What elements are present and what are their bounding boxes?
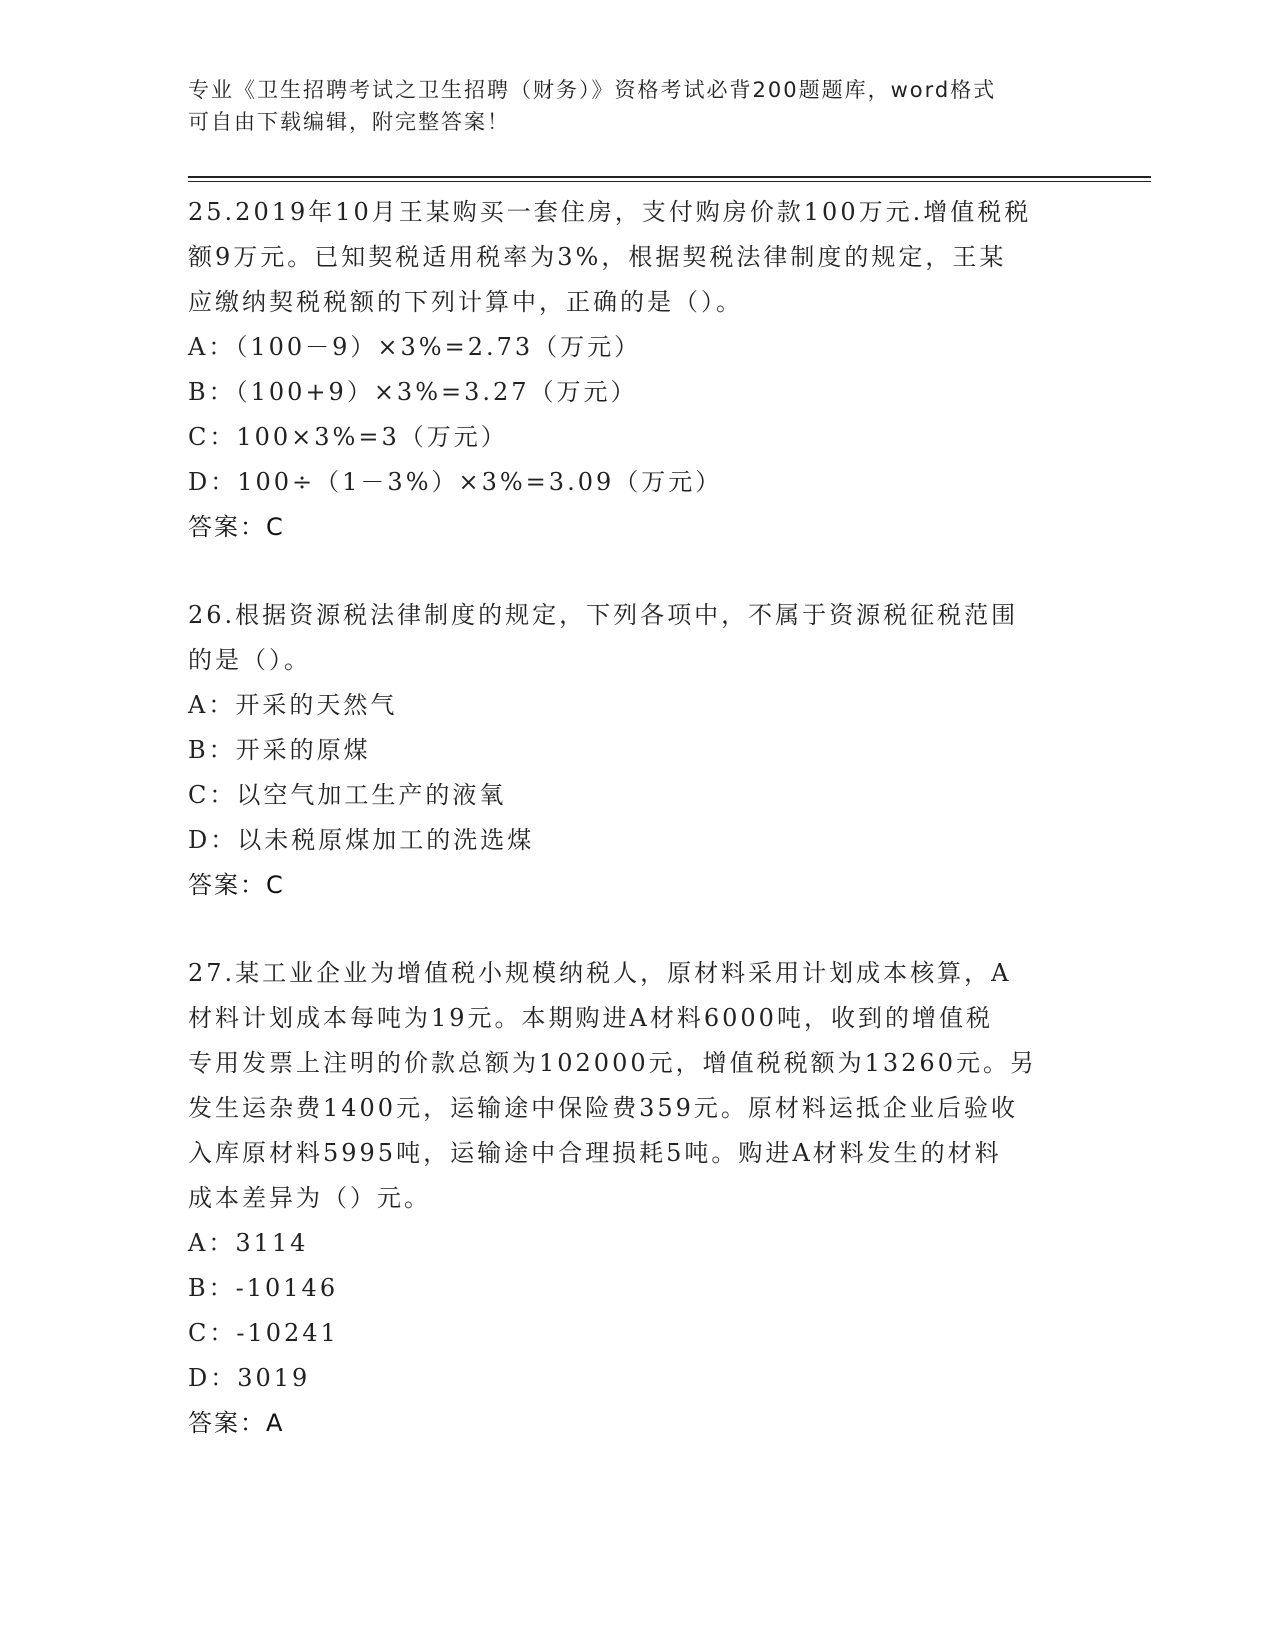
option-b: B：（100+9）×3%=3.27（万元） bbox=[188, 378, 638, 406]
question-text-line: 材料计划成本每吨为19元。本期购进A材料6000吨，收到的增值税 bbox=[188, 1004, 993, 1032]
option-b: B：-10146 bbox=[188, 1274, 339, 1302]
question-text-line: 专用发票上注明的价款总额为102000元，增值税税额为13260元。另 bbox=[188, 1049, 1037, 1077]
question-text-line: 额9万元。已知契税适用税率为3%，根据契税法律制度的规定，王某 bbox=[188, 243, 1007, 271]
header-line-1: 专业《卫生招聘考试之卫生招聘（财务）》资格考试必背200题题库，word格式 bbox=[188, 78, 997, 102]
option-a: A：开采的天然气 bbox=[188, 691, 398, 719]
option-b: B：开采的原煤 bbox=[188, 736, 371, 764]
option-a: A：（100－9）×3%=2.73（万元） bbox=[188, 333, 642, 361]
question-text-line: 发生运杂费1400元，运输途中保险费359元。原材料运抵企业后验收 bbox=[188, 1094, 1018, 1122]
header-divider-thick bbox=[188, 176, 1151, 178]
document-header bbox=[188, 74, 1088, 138]
option-c: C：100×3%=3（万元） bbox=[188, 423, 508, 451]
question-text-line: 应缴纳契税税额的下列计算中，正确的是（）。 bbox=[188, 288, 743, 316]
option-d: D：以未税原煤加工的洗选煤 bbox=[188, 826, 535, 854]
option-a: A：3114 bbox=[188, 1229, 309, 1257]
question-27 bbox=[188, 951, 1088, 1446]
answer: 答案：C bbox=[188, 513, 285, 541]
question-text-line: 的是（）。 bbox=[188, 646, 311, 674]
question-spacer bbox=[188, 908, 1088, 951]
question-text-line: 入库原材料5995吨，运输途中合理损耗5吨。购进A材料发生的材料 bbox=[188, 1139, 1002, 1167]
question-26 bbox=[188, 593, 1088, 908]
answer: 答案：A bbox=[188, 1409, 285, 1437]
option-c: C：-10241 bbox=[188, 1319, 339, 1347]
header-line-2: 可自由下载编辑，附完整答案！ bbox=[188, 110, 510, 134]
answer: 答案：C bbox=[188, 871, 285, 899]
question-25 bbox=[188, 190, 1088, 550]
question-text-line: 25.2019年10月王某购买一套住房，支付购房价款100万元.增值税税 bbox=[188, 198, 1032, 226]
option-c: C：以空气加工生产的液氧 bbox=[188, 781, 507, 809]
question-text-line: 27.某工业企业为增值税小规模纳税人，原材料采用计划成本核算，A bbox=[188, 959, 1012, 987]
header-divider-thin bbox=[188, 181, 1151, 182]
question-list bbox=[188, 190, 1088, 1446]
question-spacer bbox=[188, 550, 1088, 593]
question-text-line: 成本差异为（）元。 bbox=[188, 1184, 431, 1212]
question-text-line: 26.根据资源税法律制度的规定，下列各项中，不属于资源税征税范围 bbox=[188, 601, 1019, 629]
option-d: D：3019 bbox=[188, 1364, 311, 1392]
option-d: D：100÷（1－3%）×3%=3.09（万元） bbox=[188, 468, 723, 496]
